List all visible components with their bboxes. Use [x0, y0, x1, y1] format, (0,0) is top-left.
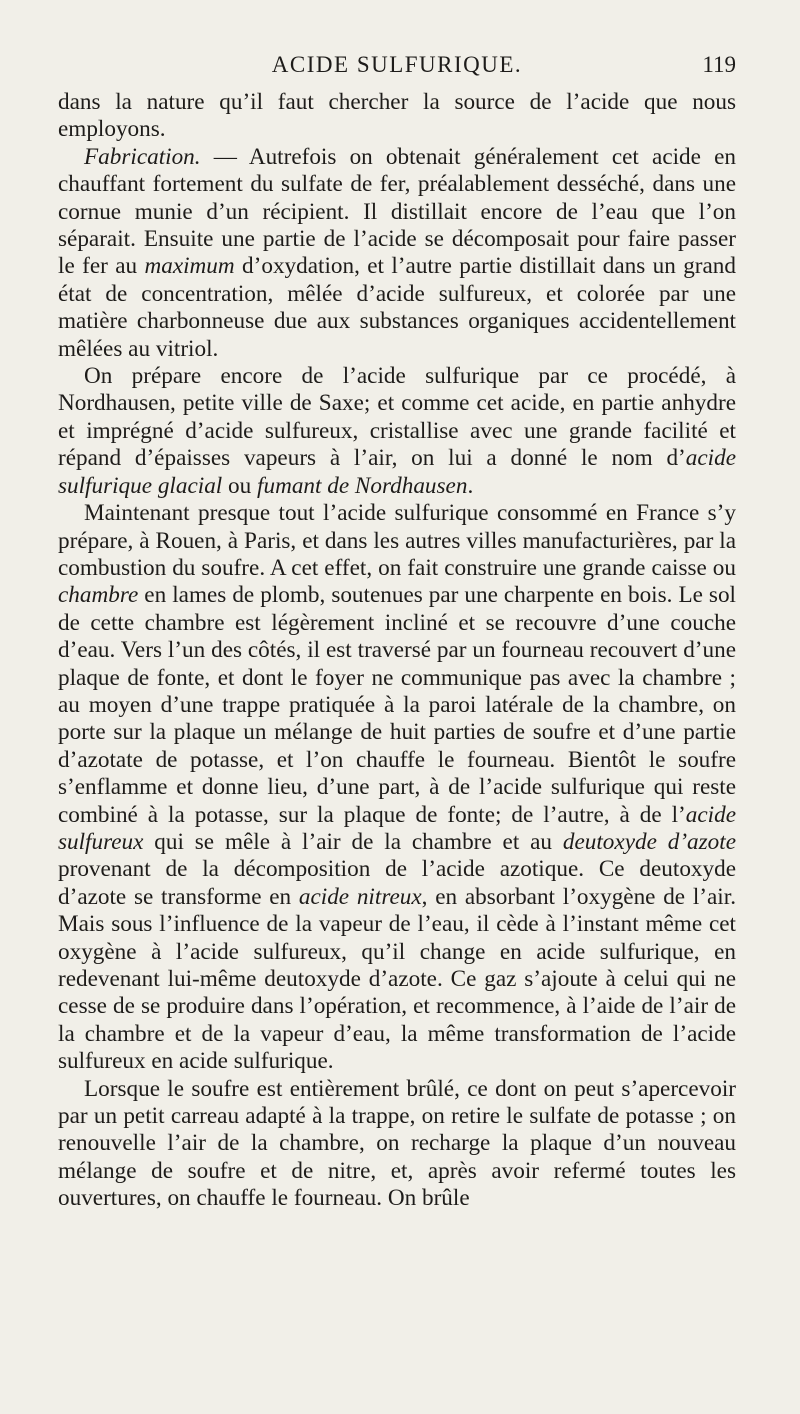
paragraph-text: ou	[222, 472, 258, 499]
italic-term: fumant de Nordhausen	[257, 472, 468, 499]
italic-term: deutoxyde d’azote	[562, 828, 736, 855]
paragraph-1: dans la nature qu’il faut chercher la source de l’acide que nous employons.	[58, 89, 736, 143]
page-number: 119	[702, 52, 736, 77]
running-title: ACIDE SULFURIQUE.	[271, 52, 523, 77]
page-header	[58, 52, 736, 88]
italic-term: acide sulfureux	[58, 801, 736, 855]
paragraph-text: d’oxydation, et l’autre partie distillait dans un grand état de concentration, mêlée d’acide sulfureux, et colorée par une matière charbonneuse due aux substances organiques accidentellement mêlées au vitriol.	[58, 253, 736, 362]
paragraph-text: On prépare encore de l’acide sulfurique par ce procédé, à Nordhausen, petite ville de Saxe; et comme cet acide, en partie anhydre et imprégné d’acide sulfureux, cristallise avec une grande facilité et répand d’épaisses vapeurs à l’air, on lui a donné le nom d’	[58, 363, 736, 472]
italic-term: chambre	[58, 582, 139, 609]
paragraph-text: , en absorbant l’oxygène de l’air. Mais sous l’influence de la vapeur de l’eau, il cède à l’instant même cet oxygène à l’acide sulfureux, qu’il change en acide sulfurique, en redevenant lui-même deutoxyde d’azote. Ce gaz s’ajoute à celui qui ne cesse de se produire dans l’opération, et recommence, à l’aide de l’air de la chambre et de la vapeur d’eau, la même transformation de l’acide sulfureux en acide sulfurique.	[58, 883, 736, 1075]
paragraph-fabrication	[58, 144, 736, 363]
paragraph-text: provenant de la décomposition de l’acide azotique. Ce deutoxyde d’azote se transforme en	[58, 856, 736, 910]
body-text	[58, 89, 736, 1213]
section-heading: Fabrication.	[84, 143, 201, 170]
italic-term: maximum	[144, 253, 235, 280]
paragraph-text: qui se mêle à l’air de la chambre et au	[143, 828, 563, 855]
paragraph-last: Lorsque le soufre est entièrement brûlé, ce dont on peut s’apercevoir par un petit carreau adapté à la trappe, on retire le sulfate de potasse ; on renouvelle l’air de la chambre, on recharge la plaque d’un nouveau mélange de soufre et de nitre, et, après avoir refermé toutes les ouvertures, on chauffe le fourneau. On brûle	[58, 1075, 736, 1212]
paragraph-nordhausen	[58, 363, 736, 500]
paragraph-text: — Autrefois on obtenait généralement cet acide en chauffant fortement du sulfate de fer, préalablement desséché, dans une cornue munie d’un récipient. Il distillait encore de l’eau que l’on séparait. Ensuite une partie de l’acide se décomposait pour faire passer le fer au	[58, 143, 736, 280]
paragraph-text: Maintenant presque tout l’acide sulfurique consommé en France s’y prépare, à Rouen, à Paris, et dans les autres villes manufacturières, par la combustion du soufre. A cet effet, on fait construire une grande caisse ou	[58, 500, 736, 581]
italic-term: acide sulfurique glacial	[58, 445, 736, 499]
paragraph-chambre	[58, 500, 736, 1076]
paragraph-text: .	[467, 472, 474, 499]
italic-term: acide nitreux	[298, 883, 422, 910]
paragraph-text: en lames de plomb, soutenues par une charpente en bois. Le sol de cette chambre est légèrement incliné et se recouvre d’une couche d’eau. Vers l’un des côtés, il est traversé par un fourneau recouvert d’une plaque de fonte, et dont le foyer ne communique pas avec la chambre ; au moyen d’une trappe pratiquée à la paroi latérale de la chambre, on porte sur la plaque un mélange de huit parties de soufre et d’une partie d’azotate de potasse, et l’on chauffe le fourneau. Bientôt le soufre s’enflamme et donne lieu, d’une part, à de l’acide sulfurique qui reste combiné à la potasse, sur la plaque de fonte; de l’autre, à de l’	[58, 582, 736, 828]
